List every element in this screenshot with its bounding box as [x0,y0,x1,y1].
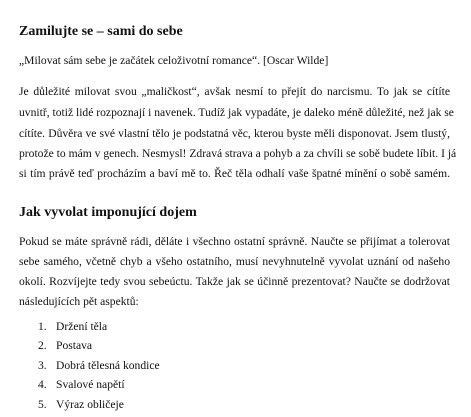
list-item-text: Svalové napětí [56,378,125,392]
paragraph-line: protože to mám v genech. Nesmysl! Zdravá strava a pohyb a za chvíli se sobě budete líbit. I já [19,147,457,160]
paragraph-line: cítíte. Důvěra ve své vlastní tělo je podstatná věc, kterou byste měli disponovat. Jsem tlustý, [19,127,450,140]
list-item-text: Držení těla [56,320,108,333]
list-item-text: Dobrá tělesná kondice [56,358,160,372]
paragraph-line: Je důležité milovat svou „maličkost“, avšak nesmí to přejít do narcismu. To jak se cítíte [19,85,450,98]
list-number: 4. [38,378,47,392]
list-number: 5. [38,397,47,411]
paragraph-line: Pokud se máte správně rádi, děláte i všechno ostatní správně. Naučte se přijímat a tolerovat [19,235,450,248]
list-item-text: Postava [56,339,93,353]
list-number: 2. [38,339,47,353]
list-number: 1. [38,320,47,333]
paragraph-line: uvnitř, totiž lidé rozpoznají i navenek. Tudíž jak vypadáte, je daleko méně důležité, než jak se [19,106,454,119]
paragraph-line: následujících pět aspektů: [19,295,139,308]
paragraph-line: si tím právě teď procházím a baví mě to. Řeč těla odhalí vaše špatné mínění o sobě samém. [19,167,450,180]
quote: „Milovat sám sebe je začátek celoživotní romance“. [Oscar Wilde] [19,54,329,67]
paragraph-line: sebe samého, včetně chyb a všeho ostatního, musí nevyhnutelně vyvolat uznání od našeho [19,255,450,268]
list-number: 3. [38,358,47,372]
paragraph-line: okolí. Rozvíjejte tedy svou sebeúctu. Takže jak se účinně prezentovat? Naučte se dodržovat [19,275,450,288]
section-heading: Zamilujte se – sami do sebe [19,24,183,39]
list-item-text: Výraz obličeje [56,397,124,411]
section-heading: Jak vyvolat imponující dojem [19,205,197,220]
